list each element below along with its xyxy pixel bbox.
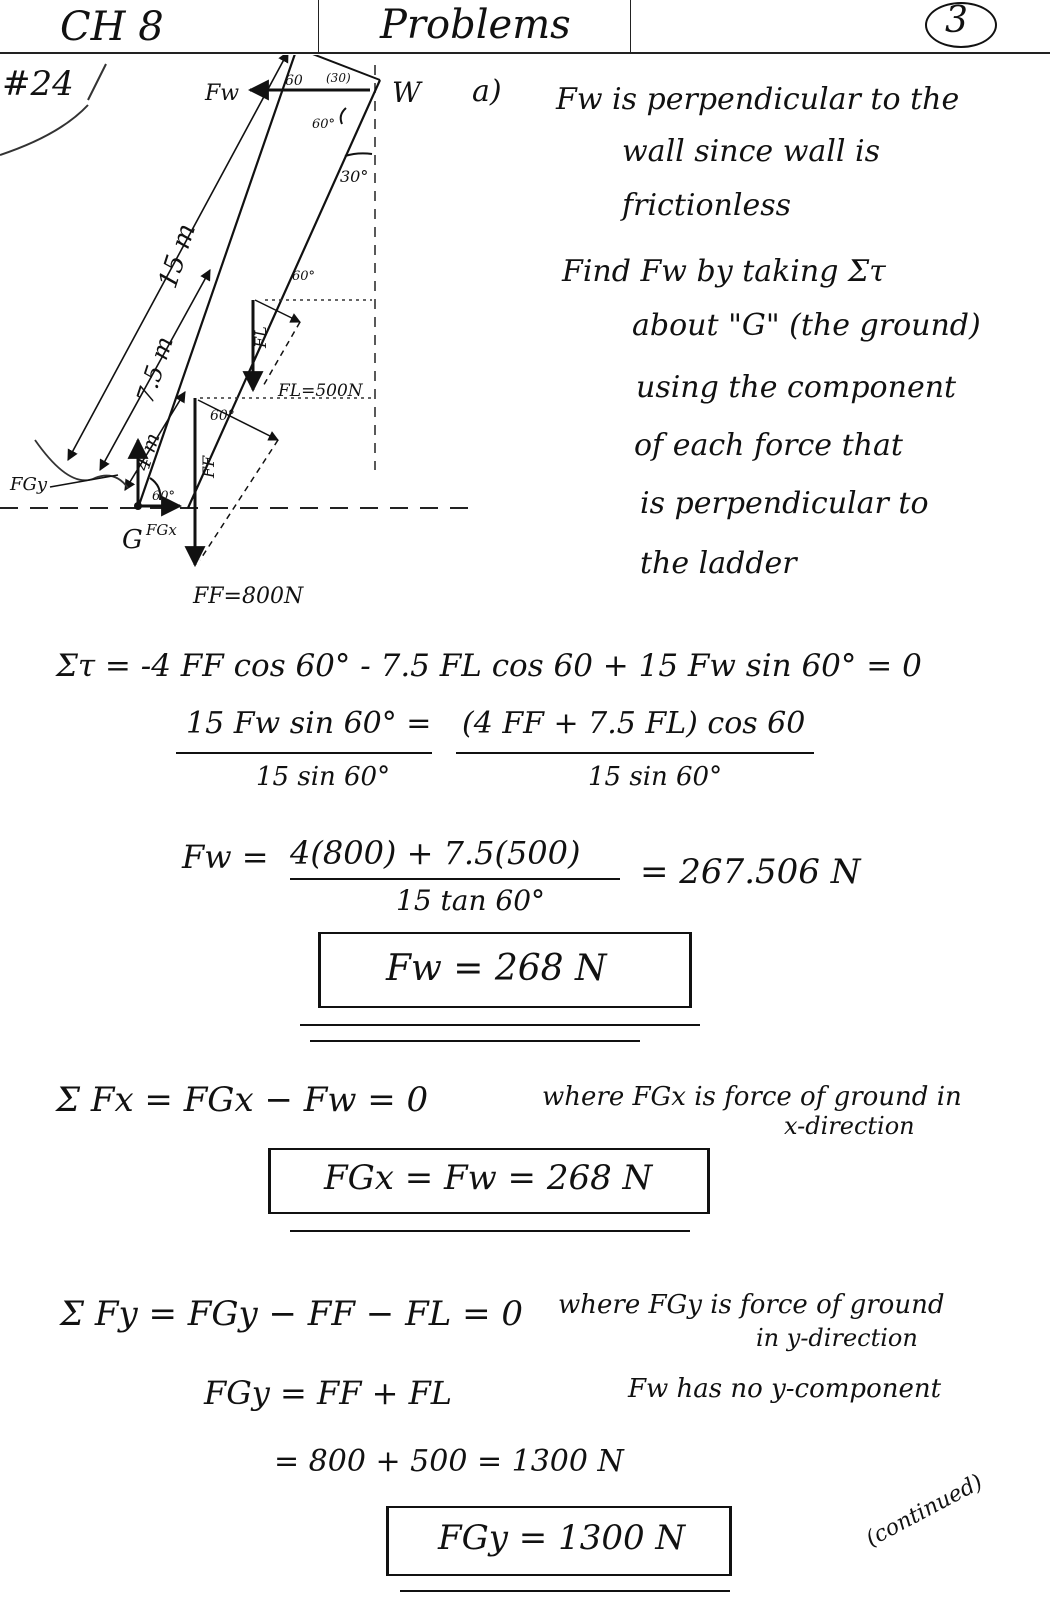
fw-prefix: Fw = — [182, 838, 269, 876]
fw-decimal-result: = 267.506 N — [640, 852, 861, 892]
chapter-label: CH 8 — [60, 4, 164, 50]
diagram-length-4m: 4 m — [129, 429, 165, 474]
method-line-5: is perpendicular to — [640, 486, 929, 521]
sum-fx-equation: Σ Fx = FGx − Fw = 0 — [56, 1080, 429, 1120]
solve-rhs-denominator: 15 sin 60° — [588, 762, 723, 792]
diagram-label-ff-value: FF=800N — [193, 584, 304, 609]
fgy-answer-underline — [400, 1590, 730, 1592]
fw-denominator: 15 tan 60° — [396, 884, 546, 917]
fw-answer-underline-1 — [300, 1024, 700, 1026]
diagram-angle-30: 30° — [340, 167, 369, 186]
header-divider-left — [318, 0, 319, 52]
angle-arc-30 — [345, 153, 372, 156]
diagram-label-ff: FF — [199, 455, 218, 478]
fw-answer: Fw = 268 N — [386, 948, 607, 989]
fgy-note-line-2: in y-direction — [756, 1324, 918, 1352]
page-title: Problems — [380, 2, 571, 48]
diagram-angle-60-upper: 60° — [292, 269, 316, 284]
fw-numerator: 4(800) + 7.5(500) — [290, 834, 581, 872]
diagram-label-g: G — [122, 525, 143, 555]
diagram-angle-small: (30) — [326, 71, 351, 85]
continued-note: (continued) — [862, 1469, 987, 1553]
diagram-label-fw: Fw — [205, 81, 240, 106]
ladder-free-body-diagram — [0, 55, 500, 615]
torque-equation: Στ = -4 FF cos 60° - 7.5 FL cos 60 + 15 Fw sin 60° = 0 — [56, 648, 922, 684]
diagram-length-7-5m: 7.5 m — [131, 332, 179, 407]
solve-rhs-numerator: (4 FF + 7.5 FL) cos 60 — [462, 706, 806, 741]
angle-arc-mid — [341, 108, 346, 124]
diagram-label-w: W — [392, 76, 421, 109]
fgx-note-line-2: x-direction — [784, 1112, 915, 1140]
header-divider-right — [630, 0, 631, 52]
method-line-3: using the component — [636, 370, 957, 405]
solve-lhs-numerator: 15 Fw sin 60° = — [186, 706, 432, 741]
part-a-label: a) — [472, 74, 502, 109]
diagram-angle-60-lower: 60° — [210, 408, 235, 424]
fgy-note-line-1: where FGy is force of ground — [558, 1290, 945, 1320]
diagram-label-fl-value: FL=500N — [278, 381, 363, 401]
diagram-length-15m: 15 m — [153, 220, 203, 293]
diagram-label-fl: FL — [251, 326, 270, 348]
sketch-arc-top — [0, 105, 88, 155]
fgx-answer: FGx = Fw = 268 N — [324, 1158, 653, 1198]
sketch-slash — [88, 64, 106, 100]
method-line-1: Find Fw by taking Στ — [562, 254, 886, 289]
diagram-angle-60-mid: 60° — [312, 117, 336, 132]
method-line-2: about "G" (the ground) — [632, 308, 981, 343]
part-a-line-1: Fw is perpendicular to the — [556, 82, 960, 117]
sum-fy-equation: Σ Fy = FGy − FF − FL = 0 — [60, 1294, 524, 1334]
fl-perp-arrow — [255, 300, 300, 322]
fgy-answer: FGy = 1300 N — [438, 1518, 686, 1558]
method-line-4: of each force that — [634, 428, 903, 463]
fw-fraction-bar — [290, 878, 620, 880]
fw-answer-underline-2 — [310, 1040, 640, 1042]
diagram-angle-60-top: 60 — [285, 73, 303, 89]
page-number: 3 — [945, 0, 968, 41]
solve-lhs-denominator: 15 sin 60° — [256, 762, 391, 792]
header-rule — [0, 52, 1050, 54]
part-a-line-2: wall since wall is — [622, 134, 880, 169]
fgy-leader — [50, 475, 118, 487]
solve-lhs-fraction-bar — [176, 752, 432, 754]
problem-number: #24 — [2, 64, 74, 104]
ground-contact-point — [134, 502, 142, 510]
solve-rhs-fraction-bar — [456, 752, 814, 754]
fw-no-y-component-note: Fw has no y-component — [628, 1374, 942, 1404]
part-a-line-3: frictionless — [622, 188, 792, 223]
diagram-angle-60-base: 60° — [152, 489, 176, 504]
diagram-label-fgy: FGy — [10, 474, 48, 495]
method-line-6: the ladder — [640, 546, 797, 581]
fgy-sum-equation: FGy = FF + FL — [204, 1374, 453, 1412]
ladder-rail-right — [188, 80, 380, 508]
diagram-label-fgx: FGx — [146, 521, 177, 539]
fgy-calculation: = 800 + 500 = 1300 N — [274, 1444, 624, 1479]
fgx-answer-underline — [290, 1230, 690, 1232]
fgx-note-line-1: where FGx is force of ground in — [542, 1082, 962, 1112]
